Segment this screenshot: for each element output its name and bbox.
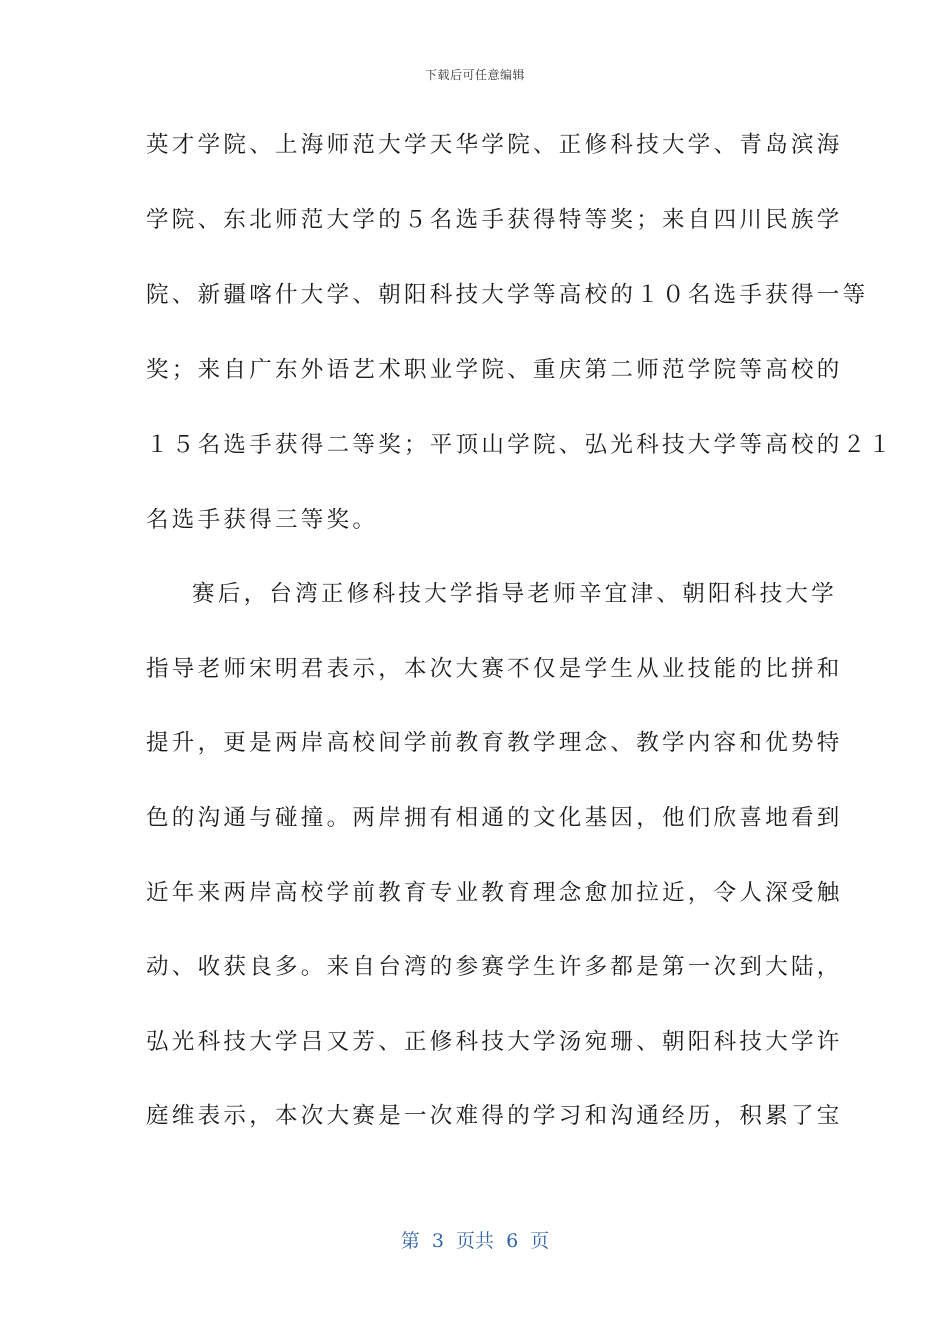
page-header: 下载后可任意编辑 <box>424 68 525 82</box>
text-line: １５名选手获得二等奖；平顶山学院、弘光科技大学等高校的２１ <box>146 432 895 458</box>
text-line: 庭维表示，本次大赛是一次难得的学习和沟通经历，积累了宝 <box>146 1103 843 1129</box>
text-line: 指导老师宋明君表示，本次大赛不仅是学生从业技能的比拼和 <box>146 656 843 682</box>
text-line: 色的沟通与碰撞。两岸拥有相通的文化基因，他们欣喜地看到 <box>146 805 843 831</box>
text-line: 近年来两岸高校学前教育专业教育理念愈加拉近，令人深受触 <box>146 880 843 906</box>
text-line: 奖；来自广东外语艺术职业学院、重庆第二师范学院等高校的 <box>146 357 843 383</box>
text-line: 学院、东北师范大学的５名选手获得特等奖；来自四川民族学 <box>146 207 843 233</box>
text-line: 动、收获良多。来自台湾的参赛学生许多都是第一次到大陆， <box>146 954 843 980</box>
text-line: 院、新疆喀什大学、朝阳科技大学等高校的１０名选手获得一等 <box>146 282 869 308</box>
paragraph-first-line: 赛后，台湾正修科技大学指导老师辛宜津、朝阳科技大学 <box>192 581 838 607</box>
text-line: 提升，更是两岸高校间学前教育教学理念、教学内容和优势特 <box>146 730 843 756</box>
text-line: 英才学院、上海师范大学天华学院、正修科技大学、青岛滨海 <box>146 132 843 158</box>
text-line: 名选手获得三等奖。 <box>146 507 379 533</box>
page-number-footer: 第 3 页共 6 页 <box>400 1230 550 1252</box>
text-line: 弘光科技大学吕又芳、正修科技大学汤宛珊、朝阳科技大学许 <box>146 1029 843 1055</box>
